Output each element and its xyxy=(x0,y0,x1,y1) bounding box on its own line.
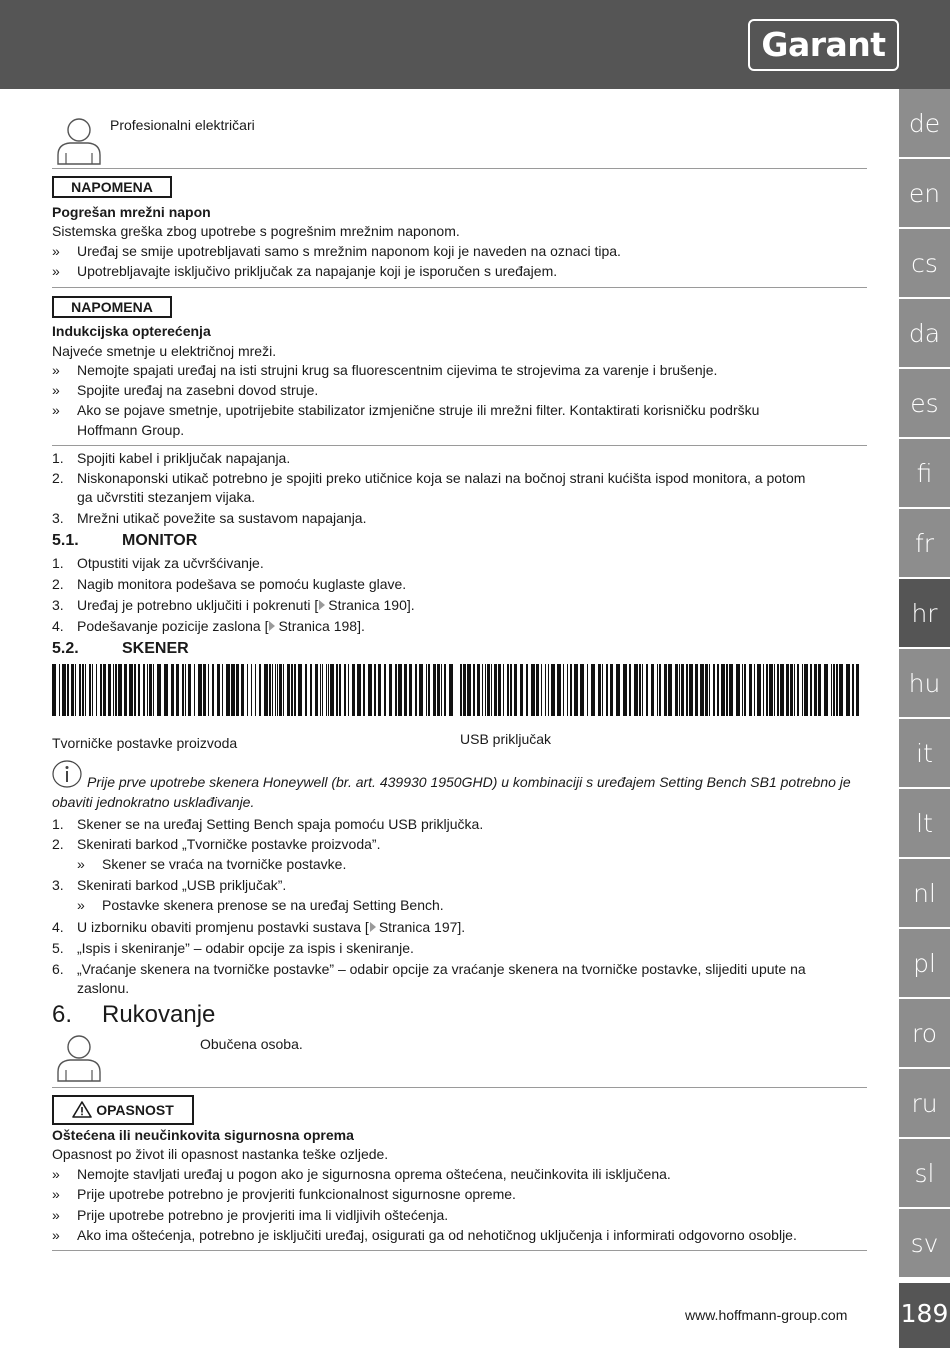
section-heading: 5.2. SKENER xyxy=(52,640,189,657)
barcode-bar xyxy=(536,664,539,716)
barcode-bar xyxy=(62,664,66,716)
list-number: 3. xyxy=(52,510,64,526)
barcode-bar xyxy=(384,664,386,716)
barcode-bar xyxy=(52,664,56,716)
language-tab-hu[interactable]: hu xyxy=(899,649,950,719)
barcode-bar xyxy=(153,664,154,716)
barcode-bar xyxy=(124,664,127,716)
barcode-bar xyxy=(726,664,728,716)
section-heading: 5.1. MONITOR xyxy=(52,532,198,549)
divider xyxy=(52,445,867,446)
barcode-bar xyxy=(494,664,497,716)
barcode-bar xyxy=(467,664,471,716)
barcode-bar xyxy=(118,664,122,716)
barcode-bar xyxy=(460,664,462,716)
barcode-bar xyxy=(415,664,417,716)
divider xyxy=(52,1250,867,1251)
barcode-bar xyxy=(463,664,466,716)
page-number: 189 xyxy=(899,1283,950,1348)
notice-label: NAPOMENA xyxy=(52,176,172,198)
info-text: obaviti jednokratno usklađivanje. xyxy=(52,794,255,810)
barcode-bar xyxy=(689,664,693,716)
barcode-bar xyxy=(668,664,672,716)
bullet-marker: » xyxy=(52,1206,60,1223)
divider xyxy=(52,1087,867,1088)
barcode-bar xyxy=(82,664,84,716)
barcode-factory-defaults xyxy=(52,664,456,716)
list-number: 2. xyxy=(52,836,64,852)
barcode-bar xyxy=(433,664,436,716)
barcode-usb xyxy=(460,664,864,716)
barcode-bar xyxy=(247,664,248,716)
barcode-bar xyxy=(231,664,235,716)
barcode-bar xyxy=(709,664,710,716)
list-number: » xyxy=(77,856,85,872)
barcode-bar xyxy=(264,664,268,716)
barcode-bar xyxy=(563,664,564,716)
barcode-label: Tvorničke postavke proizvoda xyxy=(52,735,238,751)
barcode-bar xyxy=(700,664,704,716)
barcode-bar xyxy=(639,664,641,716)
barcode-bar xyxy=(679,664,680,716)
footer-url: www.hoffmann-group.com xyxy=(685,1307,848,1323)
notice-intro: Sistemska greška zbog upotrebe s pogrešnim mrežnim naponom. xyxy=(52,223,460,239)
barcode-bar xyxy=(208,664,209,716)
list-number: 4. xyxy=(52,618,64,634)
barcode-bar xyxy=(357,664,361,716)
barcode-bar xyxy=(138,664,140,716)
barcode-bar xyxy=(164,664,168,716)
barcode-bar xyxy=(790,664,793,716)
page-reference-link[interactable]: Stranica 197]. xyxy=(378,919,466,935)
barcode-bar xyxy=(686,664,688,716)
barcode-bar xyxy=(545,664,546,716)
barcode-bar xyxy=(664,664,667,716)
barcode-bar xyxy=(852,664,854,716)
barcode-bar xyxy=(541,664,542,716)
barcode-bar xyxy=(606,664,608,716)
barcode-bar xyxy=(754,664,755,716)
page-reference-arrow-icon xyxy=(269,621,275,631)
barcode-bar xyxy=(85,664,86,716)
barcode-bar xyxy=(226,664,230,716)
barcode-bar xyxy=(241,664,244,716)
language-tab-fi[interactable]: fi xyxy=(899,439,950,509)
barcode-bar xyxy=(67,664,69,716)
barcode-bar xyxy=(831,664,832,716)
barcode-bar xyxy=(171,664,174,716)
header-bar xyxy=(0,0,950,89)
barcode-bar xyxy=(269,664,271,716)
barcode-bar xyxy=(441,664,442,716)
barcode-bar xyxy=(188,664,191,716)
barcode-bar xyxy=(610,664,613,716)
barcode-bar xyxy=(294,664,296,716)
barcode-bar xyxy=(681,664,684,716)
barcode-bar xyxy=(328,664,329,716)
barcode-bar xyxy=(363,664,365,716)
bullet-marker: » xyxy=(52,243,60,259)
language-tab-ro[interactable]: ro xyxy=(899,999,950,1069)
barcode-bar xyxy=(419,664,423,716)
notice-title: Indukcijska opterećenja xyxy=(52,323,211,339)
barcode-bar xyxy=(320,664,321,716)
barcode-bar xyxy=(404,664,407,716)
bullet-marker: » xyxy=(52,1186,60,1203)
barcode-bar xyxy=(794,664,795,716)
language-tab-cs[interactable]: cs xyxy=(899,229,950,299)
bullet-marker: » xyxy=(52,362,60,378)
page-reference-link[interactable]: Stranica 198]. xyxy=(278,618,365,634)
qualification-text: Profesionalni električari xyxy=(110,117,255,133)
barcode-bar xyxy=(176,664,179,716)
barcode-bar xyxy=(763,664,764,716)
barcode-bar xyxy=(557,664,561,716)
barcode-bar xyxy=(839,664,843,716)
barcode-bar xyxy=(580,664,584,716)
barcode-bar xyxy=(804,664,808,716)
barcode-bar xyxy=(814,664,817,716)
info-icon xyxy=(52,760,82,788)
barcode-bar xyxy=(108,664,111,716)
language-tab-it[interactable]: it xyxy=(899,719,950,789)
barcode-bar xyxy=(548,664,549,716)
barcode-bar xyxy=(103,664,106,716)
barcode-bar xyxy=(705,664,708,716)
language-tab-de[interactable]: de xyxy=(899,89,950,159)
barcode-bar xyxy=(398,664,402,716)
barcode-bar xyxy=(194,664,195,716)
barcode-bar xyxy=(646,664,648,716)
barcode-bar xyxy=(92,664,93,716)
barcode-bar xyxy=(551,664,555,716)
barcode-bar xyxy=(574,664,578,716)
danger-title: Oštećena ili neučinkovita sigurnosna oprema xyxy=(52,1127,354,1143)
barcode-bar xyxy=(134,664,136,716)
barcode-bar xyxy=(336,664,338,716)
language-tab-pl[interactable]: pl xyxy=(899,929,950,999)
barcode-bar xyxy=(287,664,290,716)
barcode-bar xyxy=(198,664,202,716)
barcode-bar xyxy=(298,664,302,716)
barcode-bar xyxy=(802,664,803,716)
barcode-bar xyxy=(374,664,376,716)
barcode-bar xyxy=(444,664,446,716)
barcode-bar xyxy=(846,664,850,716)
barcode-bar xyxy=(695,664,698,716)
list-number: 5. xyxy=(52,940,64,956)
barcode-bar xyxy=(477,664,480,716)
barcode-bar xyxy=(255,664,256,716)
language-tab-fr[interactable]: fr xyxy=(899,509,950,579)
bullet-marker: » xyxy=(52,263,60,279)
barcode-bar xyxy=(818,664,821,716)
barcode-bar xyxy=(623,664,627,716)
barcode-bar xyxy=(315,664,318,716)
barcode-bar xyxy=(587,664,588,716)
barcode-bar xyxy=(409,664,412,716)
language-tab-nl[interactable]: nl xyxy=(899,859,950,929)
barcode-bar xyxy=(749,664,752,716)
barcode-bar xyxy=(251,664,252,716)
list-number: 6. xyxy=(52,961,64,977)
barcode-bar xyxy=(729,664,733,716)
barcode-bar xyxy=(272,664,273,716)
barcode-bar xyxy=(291,664,293,716)
garant-logo: Garant xyxy=(748,19,899,71)
barcode-bar xyxy=(797,664,799,716)
language-tab-da[interactable]: da xyxy=(899,299,950,369)
barcode-bar xyxy=(217,664,220,716)
barcode-bar xyxy=(721,664,725,716)
barcode-bar xyxy=(810,664,812,716)
divider xyxy=(52,287,867,288)
barcode-bar xyxy=(149,664,152,716)
page-reference-arrow-icon xyxy=(370,922,376,932)
barcode-bar xyxy=(344,664,346,716)
barcode-bar xyxy=(629,664,631,716)
bullet-marker: » xyxy=(52,1226,60,1243)
barcode-bar xyxy=(389,664,392,716)
barcode-bar xyxy=(598,664,601,716)
barcode-bar xyxy=(567,664,568,716)
barcode-bar xyxy=(777,664,779,716)
barcode-bar xyxy=(774,664,775,716)
barcode-bar xyxy=(659,664,661,716)
page-reference-arrow-icon xyxy=(319,600,325,610)
language-tab-ru[interactable]: ru xyxy=(899,1069,950,1139)
barcode-label: USB priključak xyxy=(460,731,552,747)
page-reference-link[interactable]: Stranica 190]. xyxy=(328,597,415,613)
barcode-bar xyxy=(473,664,475,716)
language-tab-hr[interactable]: hr xyxy=(899,579,950,649)
barcode-bar xyxy=(182,664,184,716)
barcode-bar xyxy=(514,664,517,716)
language-tab-sv[interactable]: sv xyxy=(899,1209,950,1279)
barcode-bar xyxy=(531,664,535,716)
barcode-bar xyxy=(100,664,102,716)
barcode-bar xyxy=(780,664,784,716)
danger-label: OPASNOST xyxy=(52,1095,194,1125)
barcode-bar xyxy=(275,664,276,716)
list-number: 2. xyxy=(52,470,64,486)
barcode-bar xyxy=(368,664,372,716)
barcode-bar xyxy=(485,664,486,716)
barcode-bar xyxy=(482,664,483,716)
barcode-bar xyxy=(378,664,381,716)
list-number: 1. xyxy=(52,816,64,832)
barcode-bar xyxy=(222,664,223,716)
barcode-bar xyxy=(510,664,512,716)
barcode-bar xyxy=(836,664,838,716)
barcode-bar xyxy=(833,664,835,716)
barcode-bar xyxy=(570,664,572,716)
language-tab-en[interactable]: en xyxy=(899,159,950,229)
danger-intro: Opasnost po život ili opasnost nastanka teške ozljede. xyxy=(52,1146,389,1162)
barcode-bar xyxy=(526,664,528,716)
barcode-bar xyxy=(79,664,81,716)
language-tab-lt[interactable]: lt xyxy=(899,789,950,859)
barcode-bar xyxy=(437,664,440,716)
barcode-bar xyxy=(259,664,261,716)
language-tab-es[interactable]: es xyxy=(899,369,950,439)
barcode-bar xyxy=(129,664,133,716)
barcode-bar xyxy=(742,664,743,716)
barcode-bar xyxy=(147,664,148,716)
barcode-bar xyxy=(449,664,453,716)
barcode-bar xyxy=(305,664,307,716)
notice-label: NAPOMENA xyxy=(52,296,172,318)
barcode-bar xyxy=(507,664,509,716)
info-text: Prije prve upotrebe skenera Honeywell (br. art. 439930 1950GHD) u kombinaciji s uređajem Setting Bench SB1 potrebno je xyxy=(87,774,851,790)
list-number: 1. xyxy=(52,555,64,571)
barcode-bar xyxy=(736,664,740,716)
barcode-bar xyxy=(326,664,327,716)
chapter-heading: 6. Rukovanje xyxy=(52,1001,216,1028)
barcode-bar xyxy=(487,664,490,716)
barcode-bar xyxy=(757,664,761,716)
barcode-bar xyxy=(339,664,341,716)
barcode-bar xyxy=(59,664,60,716)
barcode-bar xyxy=(591,664,595,716)
barcode-bar xyxy=(634,664,638,716)
barcode-bar xyxy=(602,664,603,716)
barcode-bar xyxy=(824,664,828,716)
list-number: » xyxy=(77,897,85,913)
bullet-marker: » xyxy=(52,402,60,418)
barcode-bar xyxy=(675,664,678,716)
barcode-bar xyxy=(277,664,278,716)
list-number: 3. xyxy=(52,597,64,613)
barcode-bar xyxy=(283,664,284,716)
barcode-bar xyxy=(310,664,312,716)
barcode-bar xyxy=(330,664,334,716)
list-number: 4. xyxy=(52,919,64,935)
barcode-bar xyxy=(491,664,492,716)
barcode-bar xyxy=(203,664,206,716)
barcode-bar xyxy=(651,664,654,716)
barcode-bar xyxy=(143,664,145,716)
barcode-bar xyxy=(89,664,91,716)
barcode-bar xyxy=(352,664,355,716)
bullet-marker: » xyxy=(52,1166,60,1182)
barcode-bar xyxy=(786,664,789,716)
notice-title: Pogrešan mrežni napon xyxy=(52,204,211,220)
barcode-bar xyxy=(642,664,643,716)
barcode-bar xyxy=(744,664,746,716)
barcode-bar xyxy=(157,664,161,716)
list-number: 3. xyxy=(52,877,64,893)
barcode-bar xyxy=(657,664,658,716)
barcode-bar xyxy=(717,664,719,716)
language-tab-sl[interactable]: sl xyxy=(899,1139,950,1209)
barcode-bar xyxy=(395,664,397,716)
barcode-bar xyxy=(713,664,715,716)
barcode-bar xyxy=(856,664,859,716)
person-icon xyxy=(56,1034,102,1082)
notice-intro: Najveće smetnje u električnoj mreži. xyxy=(52,343,277,359)
barcode-bar xyxy=(322,664,323,716)
barcode-bar xyxy=(769,664,773,716)
barcode-bar xyxy=(185,664,186,716)
list-number: 2. xyxy=(52,576,64,592)
language-sidebar xyxy=(899,89,950,1279)
barcode-bar xyxy=(498,664,501,716)
barcode-bar xyxy=(113,664,114,716)
barcode-bar xyxy=(96,664,97,716)
barcode-bar xyxy=(426,664,427,716)
barcode-bar xyxy=(236,664,239,716)
barcode-bar xyxy=(75,664,76,716)
barcode-bar xyxy=(520,664,523,716)
bullet-marker: » xyxy=(52,382,60,398)
barcode-bar xyxy=(212,664,214,716)
barcode-bar xyxy=(115,664,117,716)
qualification-text: Obučena osoba. xyxy=(200,1036,303,1052)
barcode-bar xyxy=(71,664,74,716)
list-number: 1. xyxy=(52,450,64,466)
barcode-bar xyxy=(428,664,430,716)
barcode-bar xyxy=(616,664,620,716)
barcode-bar xyxy=(503,664,504,716)
warning-icon xyxy=(72,1101,92,1118)
divider xyxy=(52,168,867,169)
person-icon xyxy=(56,117,102,165)
barcode-bar xyxy=(279,664,282,716)
barcode-bar xyxy=(348,664,349,716)
barcode-bar xyxy=(766,664,768,716)
